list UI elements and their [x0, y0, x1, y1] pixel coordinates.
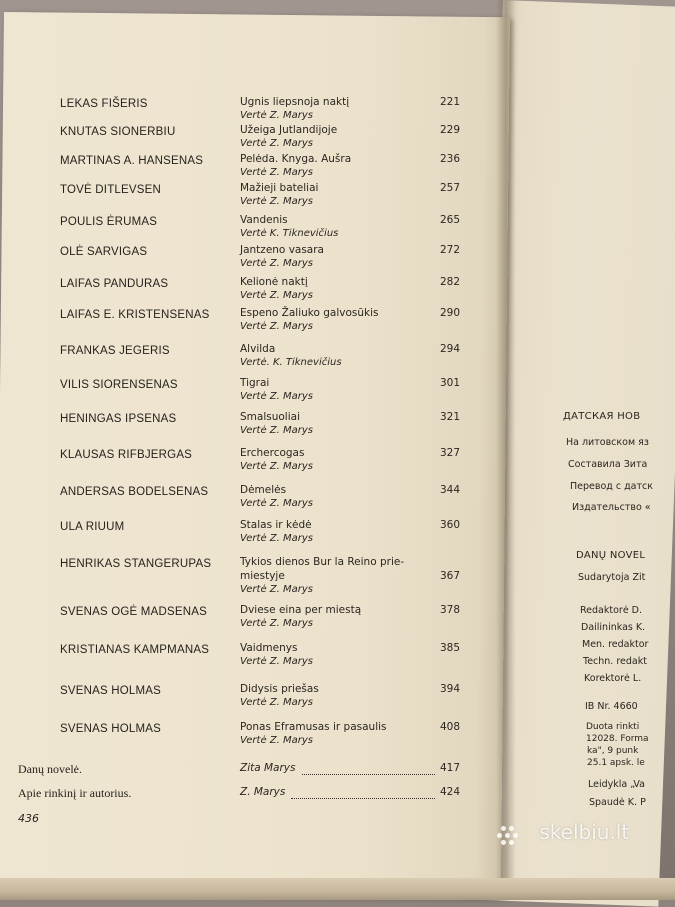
entry-title: Ponas Eframusas ir pasaulis: [240, 721, 387, 733]
extra-page: 424: [439, 786, 460, 798]
entry-translator: Vertė Z. Marys: [240, 110, 313, 121]
extra-label: Apie rinkinį ir autorius.: [18, 786, 132, 800]
entry-translator: Vertė Z. Marys: [240, 656, 313, 667]
entry-title: Vaidmenys: [240, 642, 298, 654]
entry-title: Smalsuoliai: [240, 411, 300, 423]
entry-page: 344: [439, 484, 460, 496]
entry-translator: Vertė Z. Marys: [240, 138, 313, 149]
entry-author: LAIFAS E. KRISTENSENAS: [60, 309, 210, 321]
toc-entry: [0, 519, 510, 555]
toc-entry: [0, 244, 510, 280]
entry-title-cont: miestyje: [240, 570, 285, 582]
entry-author: ULA RIUUM: [60, 521, 125, 533]
entry-author: FRANKAS JEGERIS: [60, 345, 170, 357]
extra-right: Zita Marys: [240, 762, 296, 774]
entry-page: 385: [439, 642, 460, 654]
entry-page: 236: [439, 153, 460, 165]
entry-translator: Vertė Z. Marys: [240, 196, 313, 207]
entry-author: TOVĖ DITLEVSEN: [60, 184, 162, 196]
entry-translator: Vertė Z. Marys: [240, 735, 313, 746]
entry-author: LAIFAS PANDURAS: [60, 278, 169, 290]
entry-page: 301: [439, 377, 460, 389]
toc-entry: [0, 343, 510, 379]
entry-page: 221: [439, 96, 460, 108]
entry-title: Espeno Žaliuko galvosūkis: [240, 307, 379, 319]
colophon-line: Techn. redakt: [583, 656, 647, 667]
toc-entry: [0, 556, 510, 595]
entry-page: 408: [439, 721, 460, 733]
entry-page: 282: [439, 276, 460, 288]
entry-title: Tykios dienos Bur la Reino prie-: [240, 556, 405, 568]
entry-title: Dviese eina per miestą: [240, 604, 362, 616]
colophon-line: Dailininkas K.: [581, 622, 646, 633]
leader-dots: [291, 784, 435, 799]
extra-page: 417: [439, 762, 460, 774]
entry-page: 321: [439, 411, 460, 423]
colophon-line: Leidykla „Va: [588, 779, 646, 790]
entry-title: Erchercogas: [240, 447, 305, 459]
entry-page: 394: [439, 683, 460, 695]
entry-page: 294: [439, 343, 460, 355]
entry-author: HENRIKAS STANGERUPAS: [60, 558, 212, 570]
entry-page: 257: [439, 182, 460, 194]
entry-page: 290: [439, 307, 460, 319]
toc-entry: [0, 411, 510, 447]
colophon-line: 12028. Forma: [586, 734, 649, 744]
watermark-logo-icon: [497, 824, 533, 844]
toc-entry: [0, 447, 510, 483]
leader-dots: [302, 760, 435, 775]
colophon-line: 25.1 apsk. le: [587, 758, 645, 768]
entry-translator: Vertė Z. Marys: [240, 321, 313, 332]
toc-entry: [0, 604, 510, 640]
entry-author: ANDERSAS BODELSENAS: [60, 486, 209, 498]
colophon-line: На литовском яз: [566, 437, 649, 448]
extra-right: Z. Marys: [240, 786, 286, 798]
colophon-line: Sudarytoja Zit: [578, 572, 646, 583]
entry-page: 327: [439, 447, 460, 459]
entry-author: KLAUSAS RIFBJERGAS: [60, 449, 193, 461]
entry-title: Alvilda: [240, 343, 276, 355]
colophon-line: Korektorė L.: [584, 673, 642, 684]
entry-page: 272: [439, 244, 460, 256]
watermark-text: skelbiu.lt: [539, 820, 630, 844]
entry-translator: Vertė K. Tiknevičius: [240, 228, 339, 239]
entry-title: Vandenis: [240, 214, 288, 226]
entry-translator: Vertė Z. Marys: [240, 498, 313, 509]
entry-translator: Vertė Z. Marys: [240, 584, 313, 595]
entry-author: POULIS ĖRUMAS: [60, 216, 158, 228]
entry-page: 229: [439, 124, 460, 136]
entry-author: OLĖ SARVIGAS: [60, 246, 148, 258]
colophon-line: ДАТСКАЯ НОВ: [563, 411, 641, 422]
colophon-line: DANŲ NOVEL: [576, 550, 646, 561]
entry-author: KNUTAS SIONERBIU: [60, 126, 176, 138]
entry-translator: Vertė Z. Marys: [240, 425, 313, 436]
entry-title: Mažieji bateliai: [240, 182, 319, 194]
colophon-line: ka", 9 punk: [587, 746, 639, 756]
entry-author: LEKAS FIŠERIS: [60, 98, 148, 110]
entry-translator: Vertė Z. Marys: [240, 618, 313, 629]
entry-title: Dėmelės: [240, 484, 287, 496]
entry-title: Jantzeno vasara: [240, 244, 324, 256]
entry-title: Kelionė naktį: [240, 276, 308, 288]
colophon-line: Перевод с датск: [570, 481, 653, 492]
entry-translator: Vertė. K. Tiknevičius: [240, 357, 342, 368]
watermark: [497, 820, 629, 844]
entry-translator: Vertė Z. Marys: [240, 391, 313, 402]
entry-author: SVENAS OGĖ MADSENAS: [60, 606, 207, 618]
toc-entry: [0, 642, 510, 678]
entry-translator: Vertė Z. Marys: [240, 258, 313, 269]
toc-extra: [0, 786, 510, 822]
entry-title: Užeiga Jutlandijoje: [240, 124, 338, 136]
entry-page: 360: [439, 519, 460, 531]
entry-page: 378: [439, 604, 460, 616]
toc-page-number: 436: [18, 812, 39, 825]
colophon-line: Издательство «: [572, 502, 651, 513]
colophon-line: Spaudė K. P: [589, 797, 646, 808]
toc-entry: [0, 721, 510, 757]
colophon-line: IB Nr. 4660: [585, 701, 638, 712]
entry-page: 367: [439, 570, 460, 582]
entry-translator: Vertė Z. Marys: [240, 697, 313, 708]
entry-translator: Vertė Z. Marys: [240, 533, 313, 544]
entry-translator: Vertė Z. Marys: [240, 290, 313, 301]
entry-page: 265: [439, 214, 460, 226]
toc-entry: [0, 182, 510, 218]
toc-entry: [0, 307, 510, 343]
entry-translator: Vertė Z. Marys: [240, 167, 313, 178]
colophon-line: Составила Зита: [568, 459, 648, 470]
colophon-line: Redaktorė D.: [580, 605, 643, 616]
extra-label: Danų novelė.: [18, 762, 82, 776]
entry-author: HENINGAS IPSENAS: [60, 413, 177, 425]
colophon-line: Duota rinkti: [586, 722, 640, 732]
entry-author: VILIS SIORENSENAS: [60, 379, 178, 391]
entry-title: Didysis priešas: [240, 683, 319, 695]
colophon-line: Men. redaktor: [582, 639, 649, 650]
entry-author: MARTINAS A. HANSENAS: [60, 155, 204, 167]
entry-title: Tigrai: [240, 377, 270, 389]
entry-title: Stalas ir kėdė: [240, 519, 312, 531]
toc-entry: [0, 683, 510, 719]
entry-title: Pelėda. Knyga. Aušra: [240, 153, 352, 165]
entry-translator: Vertė Z. Marys: [240, 461, 313, 472]
entry-author: KRISTIANAS KAMPMANAS: [60, 644, 210, 656]
toc-entry: [0, 377, 510, 413]
entry-author: SVENAS HOLMAS: [60, 685, 162, 697]
entry-author: SVENAS HOLMAS: [60, 723, 162, 735]
entry-title: Ugnis liepsnoja naktį: [240, 96, 350, 108]
toc-entry: [0, 484, 510, 520]
